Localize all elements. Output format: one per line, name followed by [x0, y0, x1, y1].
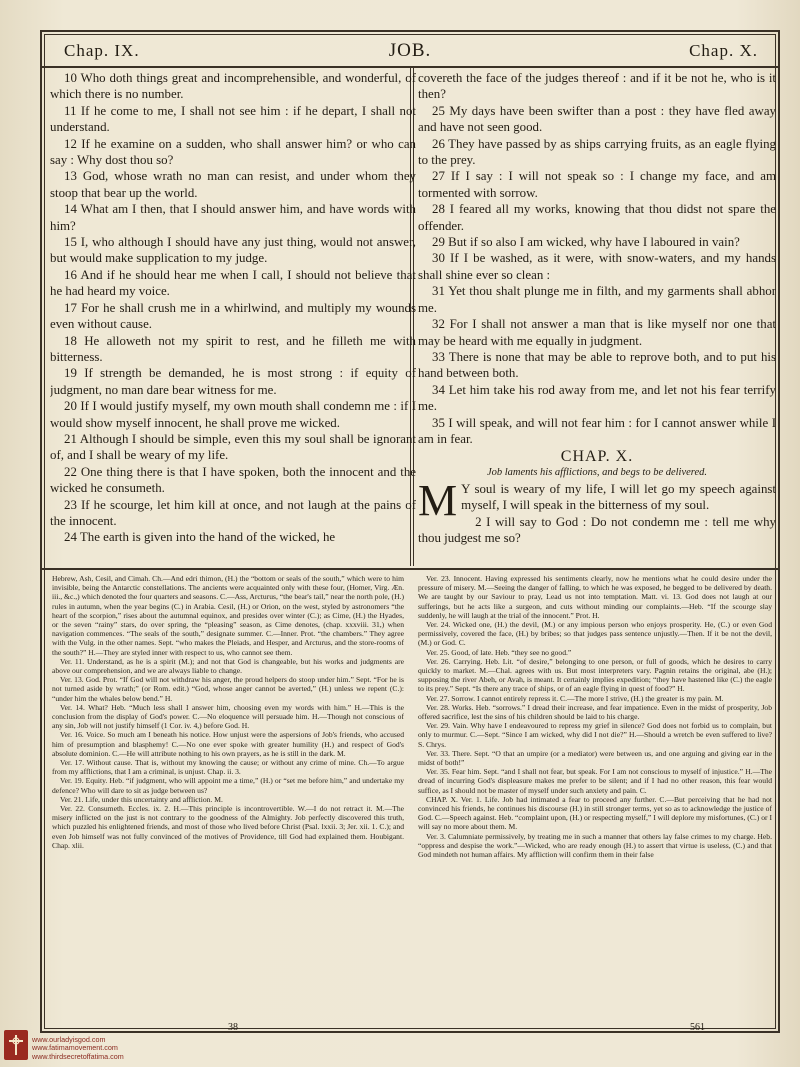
verse: 32 For I shall not answer a man that is like myself nor one that may be heard with me equally in judgment. [418, 317, 776, 348]
footnote: Ver. 25. Good, of late. Heb. “they see no good.” [426, 647, 572, 657]
verse: 2 I will say to God : Do not condemn me : tell me why thou judgest me so? [418, 514, 776, 545]
footnote: Ver. 19. Equity. Heb. “if judgment, who will appoint me a time,” (H.) or “set me before him,” and undertake my defence? Who will dare to sit as judge between us? [52, 776, 404, 795]
footnote: Ver. 14. What? Heb. “Much less shall I answer him, choosing even my words with him.” H.—This is the conclusion from the display of God's power. C.—No eloquence will persuade him. H.—Though not conscious of any sin, Job will not justify himself (1 Cor. iv. 4,) before God. H. [52, 702, 404, 731]
running-header [42, 32, 778, 68]
verse: 25 My days have been swifter than a post : they have fled away and have not seen good. [418, 103, 776, 135]
verse: 19 If strength be demanded, he is most strong : if equity of judgment, no man dare bear witness for me. [50, 366, 416, 397]
footnote: Ver. 26. Carrying. Heb. Lit. “of desire,” belonging to one person, or full of goods, which he desires to carry quickly to market. M.—Chal. agrees with us. But most interpreters vary. Pagnin retains the original, abe (H.); supposing the river Abeh, or Avah, is meant. It certainly implies expedition; “they have hastened like (C.) the eagle to its prey.” Sept. “Is there any trace of ships, or of an eagle flying in quest of food?” H. [418, 656, 772, 694]
verse: 12 If he examine on a sudden, who shall answer him? or who can say : Why dost thou so? [50, 136, 416, 168]
verse: 15 I, who although I should have any just thing, would not answer, but would make supplication to my judge. [50, 235, 416, 266]
verse: 31 Yet thou shalt plunge me in filth, and my garments shall abhor me. [418, 284, 776, 315]
verse: 13 God, whose wrath no man can resist, and under whom they stoop that bear up the world. [50, 169, 416, 200]
footnotes-left [52, 574, 404, 1020]
drop-cap-letter: M [418, 475, 458, 525]
header-book-title: JOB. [388, 40, 432, 61]
verse: 33 There is none that may be able to reprove both, and to put his hand between both. [418, 349, 776, 381]
footnote: Ver. 17. Without cause. That is, without my knowing the cause; or without any crime of mine. Ch.—To argue from my afflictions, that I am a criminal, is unjust. Chap. ii. 3. [52, 758, 404, 777]
chapter-heading: CHAP. X. [560, 448, 634, 466]
text-column-right [418, 70, 776, 566]
verse: 22 One thing there is that I have spoken, both the innocent and the wicked he consumeth. [50, 464, 416, 496]
verse-continuation: covereth the face of the judges thereof : and if it be not he, who is it then? [418, 71, 776, 102]
verse: 18 He alloweth not my spirit to rest, and he filleth me with bitterness. [50, 333, 416, 364]
text-column-left [50, 70, 416, 566]
verse: 10 Who doth things great and incomprehensible, and wonderful, of which there is no number. [50, 71, 416, 102]
footnote: Ver. 22. Consumeth. Eccles. ix. 2. H.—This principle is incontrovertible. W.—I do not retract it. M.—The misery inflicted on the just is not contrary to the goodness of the Almighty. Job perfectly discovered this truth, which puzzled his enlightened friends, and most of those who lived before Christ (Psal. lxxii. 3; Jer. xii. 1. C.); and even Job himself was not fully convinced of the motives of Providence, till God had explained them. Houbigant. Chap. xlii. [52, 804, 404, 850]
verse: 21 Although I should be simple, even this my soul shall be ignorant of, and I shall be weary of my life. [50, 431, 416, 463]
footnote: Ver. 27. Sorrow. I cannot entirely repress it. C.—The more I strive, (H.) the greater is my pain. M. [426, 693, 724, 703]
page-number-right: 561 [690, 1022, 705, 1033]
verse: 17 For he shall crush me in a whirlwind, and multiply my wounds even without cause. [50, 300, 416, 332]
verse: 14 What am I then, that I should answer him, and have words with him? [50, 202, 416, 233]
footnote: Ver. 16. Voice. So much am I beneath his notice. How unjust were the aspersions of Job's friends, who accused him of presumption and blasphemy! C.—No one ever spoke with greater humility (H.) and respect of God's absolute dominion. C.—He will attribute nothing to his own prayers, as he is still in the dark. M. [52, 730, 404, 758]
verse: 24 The earth is given into the hand of the wicked, he [64, 530, 336, 545]
header-chapter-left: Chap. IX. [64, 41, 140, 60]
footnote: Ver. 35. Fear him. Sept. “and I shall not fear, but speak. For I am not conscious to myself of injustice.” H.—The dread of incurring God's displeasure makes me prefer to be silent; and if I had no other reason, this fear would suffice, as I should not be master of myself under such anxiety and pain. C. [418, 767, 772, 795]
verse: 28 I feared all my works, knowing that thou didst not spare the offender. [418, 202, 776, 233]
footnotes-right [418, 574, 772, 1020]
verse-text: Y soul is weary of my life, I will let go my speech against myself, I will speak in the bitterness of my soul. [461, 481, 776, 513]
footnote: Ver. 29. Vain. Why have I endeavoured to repress my grief in silence? God does not forbid us to complain, but only to murmur. C.—Sept. “Since I am wicked, why did I not die?” H.—Should a wretch be even suffered to live? S. Chrys. [418, 721, 772, 749]
watermark-urls [32, 1036, 124, 1061]
verse: 11 If he come to me, I shall not see him : if he depart, I shall not understand. [50, 103, 416, 135]
footnote: Ver. 11. Understand, as he is a spirit (M.); and not that God is changeable, but his works and judgments are above our comprehension, and we are always liable to change. [52, 656, 404, 676]
verse: 26 They have passed by as ships carrying fruits, as an eagle flying to the prey. [418, 136, 776, 168]
verse: 27 If I say : I will not speak so : I change my face, and am tormented with sorrow. [418, 169, 776, 200]
watermark-url[interactable]: www.ourladyisgod.com [32, 1035, 106, 1044]
watermark-url[interactable]: www.fatimamovement.com [32, 1043, 118, 1053]
footnotes-divider [42, 568, 778, 570]
footnote: Hebrew, Ash, Cesil, and Cimah. Ch.—And edri thimon, (H.) the “bottom or seals of the south,” which were to him invisible, being the Antarctic constellations. The ancients were acquainted only with these four, (Homer, Virg. Æn. iii., &c.,) which denoted the four quarters and seasons. C.—Ass, Arcturus, “the bear's tail,” near the north pole, (H.) rules in autumn, when the year begins (C.) in Arabia. Cesil, (H.) or Orion, on the west, styled by astronomers “the heart of the scorpion,” rises about the autumnal equinox, and presides over winter (C.); as Cime, (H.) the Hyades, or the seven “rainy” stars, do over spring, the “pleasing” season, as Cime denotes, (chap. xxxviii. 31,) when navigation commences. “The seals of the south,” designate summer. C.—Inner. Prot. “the chambers.” They agree with the Vulg. in the other names. Sept. “who makes the Pleiads, and Hesper, and Arcturus, and the store-rooms of the south?” H.—They are styled inner with respect to us, who cannot see them. [52, 574, 404, 657]
footnote: Ver. 3. Calumniate permissively, by treating me in such a manner that others lay false crimes to my charge. Heb. “oppress and despise the work.”—Wicked, who are ready enough (H.) to assert that virtue is useless, (C.) and that God mindeth not human affairs. My affliction will confirm them in their false [418, 831, 772, 860]
footnote: Ver. 23. Innocent. Having expressed his sentiments clearly, now he mentions what he could desire under the pressure of misery. M.—Seeing the danger of falling, to which he was exposed, he begged to be delivered by death. We are taught by our Saviour to pray, Lead us not into temptation. Matt. vi. 13. God does not laugh at our sufferings, but he acts like a surgeon, and cuts without minding our complaints.—Heb. “If the scourge slay suddenly, he will laugh at the trial of the innocent.” Prot. H. [418, 574, 772, 620]
verse: 16 And if he should hear me when I call, I should not believe that he had heard my voice. [50, 267, 416, 299]
watermark-emblem-icon [4, 1030, 28, 1060]
verse: 30 If I be washed, as it were, with snow-waters, and my hands shall shine ever so clean : [418, 251, 776, 282]
verse: 35 I will speak, and will not fear him : for I cannot answer while I am in fear. [418, 415, 776, 446]
verse-with-dropcap [418, 475, 776, 525]
watermark-url[interactable]: www.thirdsecretoffatima.com [32, 1051, 124, 1061]
header-chapter-right: Chap. X. [689, 41, 758, 60]
footnote: Ver. 24. Wicked one, (H.) the devil, (M.) or any impious person who enjoys prosperity. He, (C.) or even God permissively, covered the face, (H.) by bribes; so that judges pass sentence unjustly.—Then. If it be not the devil, (M.) or God. C. [418, 620, 772, 648]
verse: 23 If he scourge, let him kill at once, and not laugh at the pains of the innocent. [50, 497, 416, 528]
page-number-left: 38 [228, 1022, 238, 1033]
footnote: Ver. 28. Works. Heb. “sorrows.” I dread their increase, and fear impatience. Even in the midst of prosperity, Job offered sacrifice, lest the sins of his children should be laid to his charge. [418, 702, 772, 722]
footnote: CHAP. X. Ver. 1. Life. Job had intimated a fear to proceed any further. C.—But perceiving that he had not convinced his friends, he continues his discourse (H.) in still stronger terms, yet so as to acknowledge the justice of God. C.—Speech against. Heb. “complaint upon, (H.) or respecting myself,” I will deplore my misfortunes, (C.) or I will say no more about them. M. [418, 794, 772, 832]
chapter-summary: Job laments his afflictions, and begs to be delivered. [486, 466, 708, 478]
footnote: Ver. 13. God. Prot. “If God will not withdraw his anger, the proud helpers do stoop under him.” Sept. “For he is not turned aside by wrath;” (or Rom. edit.) “God, whose anger cannot be averted,” (H.) unless we repent (C.): “under him the whales below bend.” H. [52, 675, 404, 703]
footnote: Ver. 21. Life, under this uncertainty and affliction. M. [60, 794, 223, 804]
verse: 20 If I would justify myself, my own mouth shall condemn me : if I would show myself innocent, he shall prove me wicked. [50, 399, 416, 430]
footnote: Ver. 33. There. Sept. “O that an umpire (or a mediator) were between us, and one arguing and giving ear in the midst of both!” [418, 748, 772, 768]
verse: 29 But if so also I am wicked, why have I laboured in vain? [432, 235, 740, 250]
verse: 34 Let him take his rod away from me, and let not his fear terrify me. [418, 382, 776, 414]
